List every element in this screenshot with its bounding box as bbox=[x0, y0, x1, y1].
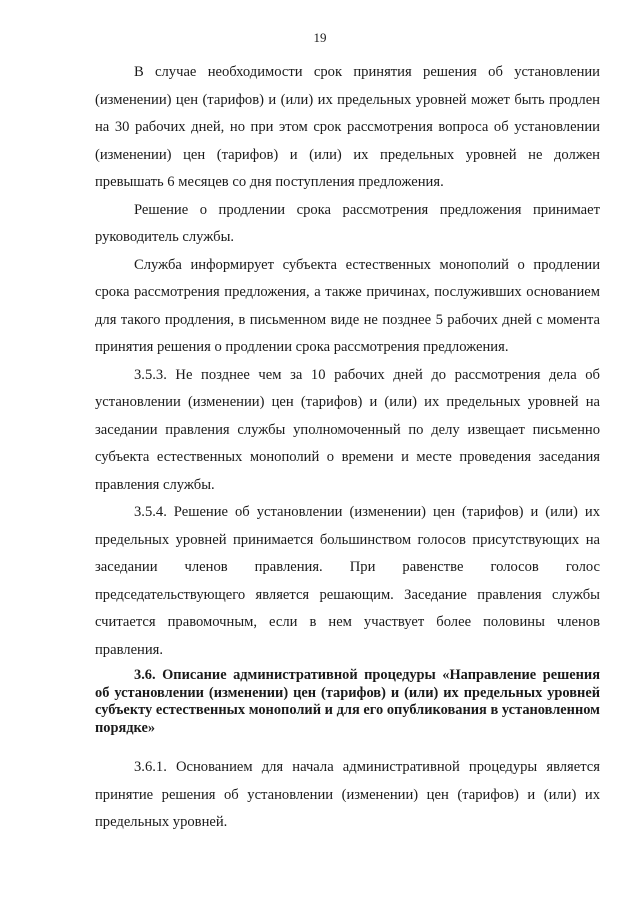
paragraph-3-6-1: 3.6.1. Основанием для начала административной процедуры является принятие решения об установлении (изменении) цен (тарифов) и (или) их предельных уровней. bbox=[95, 759, 600, 830]
paragraph-extension-decision: Решение о продлении срока рассмотрения предложения принимает руководитель службы. bbox=[95, 201, 600, 245]
document-body bbox=[95, 59, 600, 837]
paragraph-extension-term: В случае необходимости срок принятия решения об установлении (изменении) цен (тарифов) и (или) их предельных уровней может быть продлен на 30 рабочих дней, но при этом срок рассмотрения вопроса об установлении (изменении) цен (тарифов) и (или) их предельных уровней не должен превышать 6 месяцев со дня поступления предложения. bbox=[95, 64, 600, 190]
paragraph-3-5-4: 3.5.4. Решение об установлении (изменении) цен (тарифов) и (или) их предельных уровней принимается большинством голосов присутствующих на заседании членов правления. При равенстве голосов голос председательствующего является решающим. Заседание правления службы считается правомочным, если в нем участвует более половины членов правления. bbox=[95, 504, 600, 658]
paragraph-3-5-3: 3.5.3. Не позднее чем за 10 рабочих дней до рассмотрения дела об установлении (изменении) цен (тарифов) и (или) их предельных уровней на заседании правления службы уполномоченный по делу извещает письменно субъекта естественных монополий о времени и месте проведения заседания правления службы. bbox=[95, 366, 600, 493]
section-heading-block bbox=[95, 667, 600, 737]
paragraph-service-informs: Служба информирует субъекта естественных монополий о продлении срока рассмотрения предложения, а также причинах, послуживших основанием для такого продления, в письменном виде не позднее 5 рабочих дней с момента принятия решения о продлении срока рассмотрения предложения. bbox=[95, 256, 600, 355]
section-heading-3-6: 3.6. Описание административной процедуры «Направление решения об установлении (изменении) цен (тарифов) и (или) их предельных уровней субъекту естественных монополий и для его опубликования в установленном порядке» bbox=[95, 667, 600, 736]
page-number: 19 bbox=[313, 30, 327, 45]
